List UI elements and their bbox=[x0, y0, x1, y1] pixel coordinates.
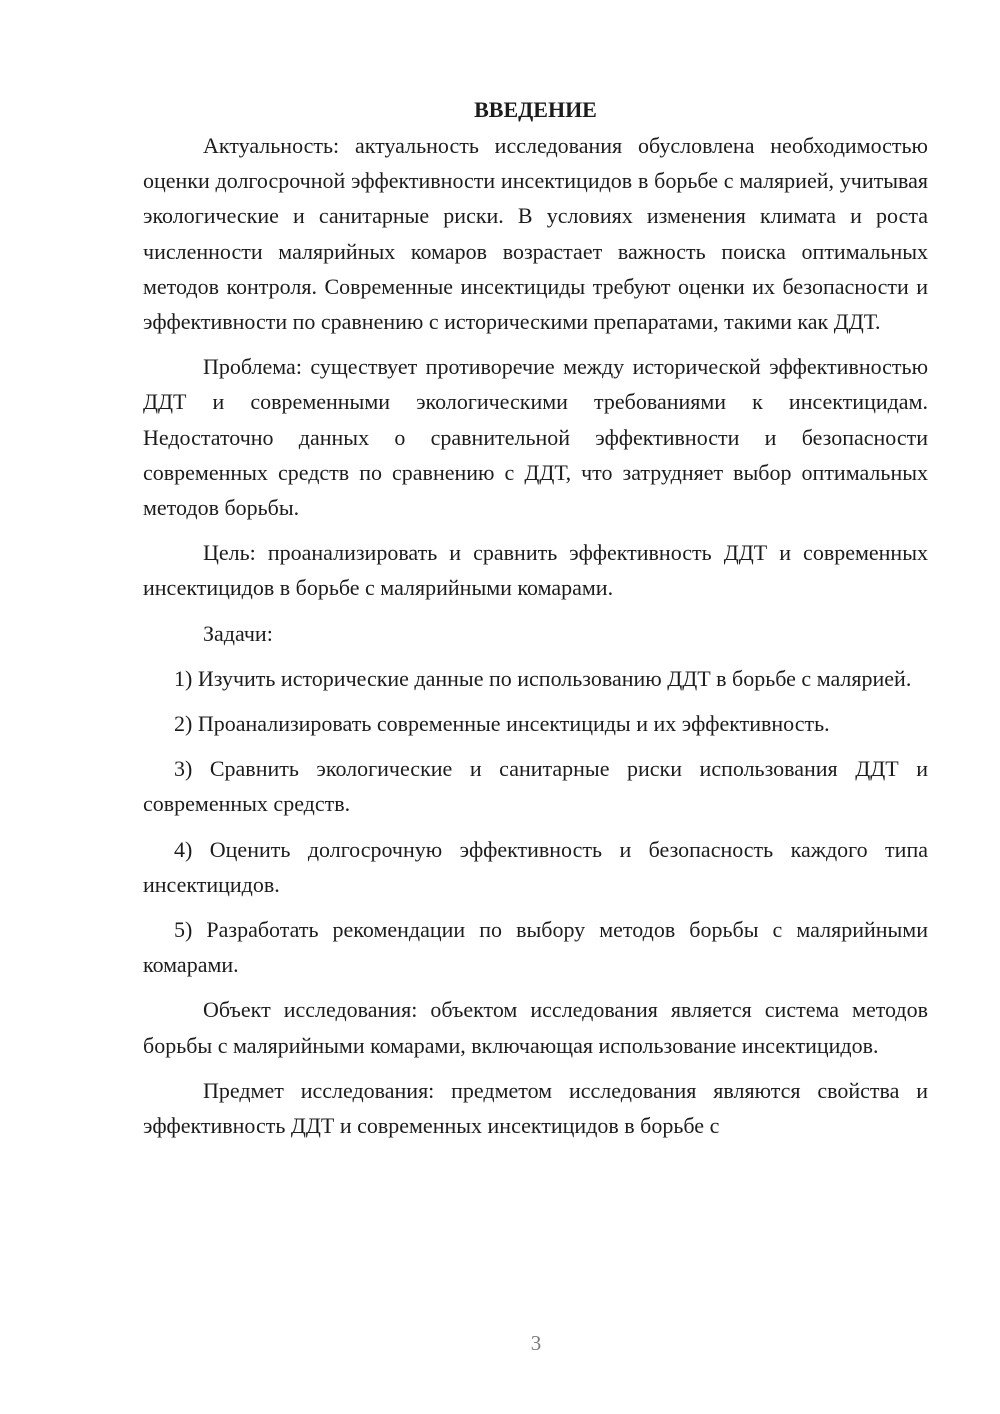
tasks-heading: Задачи: bbox=[203, 620, 273, 646]
paragraph-relevance: Актуальность: актуальность исследования обусловлена необходимостью оценки долгосрочной эффективности инсектицидов в борьбе с малярией, учитывая экологические и санитарные риски. В условиях изменения климата и роста численности малярийных комаров возрастает важность поиска оптимальных методов контроля. Современные инсектициды требуют оценки их безопасности и эффективности по сравнению с историческими препаратами, такими как ДДТ. bbox=[143, 133, 928, 335]
page-number: 3 bbox=[530, 1331, 542, 1355]
paragraph-subject: Предмет исследования: предметом исследования являются свойства и эффективность ДДТ и современных инсектицидов в борьбе с bbox=[143, 1077, 928, 1139]
paragraph-problem: Проблема: существует противоречие между исторической эффективностью ДДТ и современными экологическими требованиями к инсектицидам. Недостаточно данных о сравнительной эффективности и безопасности современных средств по сравнению с ДДТ, что затрудняет выбор оптимальных методов борьбы. bbox=[143, 354, 928, 521]
paragraph-goal: Цель: проанализировать и сравнить эффективность ДДТ и современных инсектицидов в борьбе с малярийными комарами. bbox=[143, 540, 928, 601]
task-item-2: 2) Проанализировать современные инсектициды и их эффективность. bbox=[174, 711, 830, 737]
task-item-5: 5) Разработать рекомендации по выбору методов борьбы с малярийными комарами. bbox=[143, 917, 928, 978]
page-content bbox=[143, 92, 928, 1143]
task-item-3: 3) Сравнить экологические и санитарные риски использования ДДТ и современных средств. bbox=[143, 756, 928, 817]
task-item-1: 1) Изучить исторические данные по использованию ДДТ в борьбе с малярией. bbox=[174, 665, 912, 691]
section-title: ВВЕДЕНИЕ bbox=[474, 97, 597, 122]
paragraph-object: Объект исследования: объектом исследования является система методов борьбы с малярийными комарами, включающая использование инсектицидов. bbox=[143, 997, 928, 1058]
task-item-4: 4) Оценить долгосрочную эффективность и безопасность каждого типа инсектицидов. bbox=[143, 836, 928, 897]
